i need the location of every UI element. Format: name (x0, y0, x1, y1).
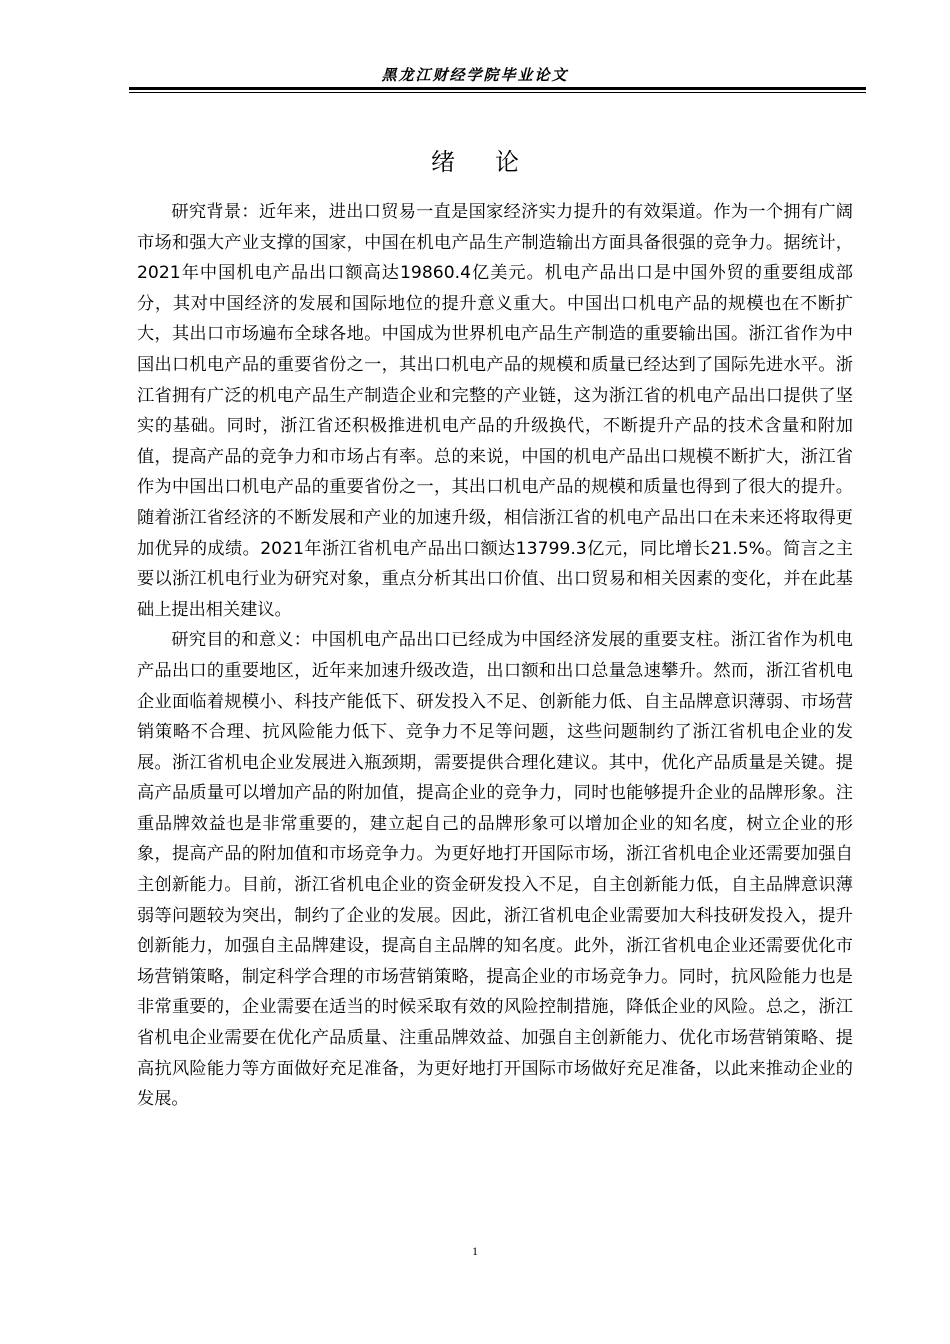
running-header: 黑龙江财经学院毕业论文 (381, 66, 569, 84)
body-text (137, 197, 853, 1115)
header-rule-thick (129, 87, 866, 90)
header-rule-thin (129, 92, 866, 93)
page-number: 1 (472, 1244, 478, 1258)
paragraph-purpose: 研究目的和意义：中国机电产品出口已经成为中国经济发展的重要支柱。浙江省作为机电产品出口的重要地区，近年来加速升级改造，出口额和出口总量急速攀升。然而，浙江省机电企业面临着规模小、科技产能低下、研发投入不足、创新能力低、自主品牌意识薄弱、市场营销策略不合理、抗风险能力低下、竞争力不足等问题，这些问题制约了浙江省机电企业的发展。浙江省机电企业发展进入瓶颈期，需要提供合理化建议。其中，优化产品质量是关键。提高产品质量可以增加产品的附加值，提高企业的竞争力，同时也能够提升企业的品牌形象。注重品牌效益也是非常重要的，建立起自己的品牌形象可以增加企业的知名度，树立企业的形象，提高产品的附加值和市场竞争力。为更好地打开国际市场，浙江省机电企业还需要加强自主创新能力。目前，浙江省机电企业的资金研发投入不足，自主创新能力低，自主品牌意识薄弱等问题较为突出，制约了企业的发展。因此，浙江省机电企业需要加大科技研发投入，提升创新能力，加强自主品牌建设，提高自主品牌的知名度。此外，浙江省机电企业还需要优化市场营销策略，制定科学合理的市场营销策略，提高企业的市场竞争力。同时，抗风险能力也是非常重要的，企业需要在适当的时候采取有效的风险控制措施，降低企业的风险。总之，浙江省机电企业需要在优化产品质量、注重品牌效益、加强自主创新能力、优化市场营销策略、提高抗风险能力等方面做好充足准备，为更好地打开国际市场做好充足准备，以此来推动企业的发展。 (137, 630, 853, 1110)
paragraph-background: 研究背景：近年来，进出口贸易一直是国家经济实力提升的有效渠道。作为一个拥有广阔市场和强大产业支撑的国家，中国在机电产品生产制造输出方面具备很强的竞争力。据统计，2021年中国机电产品出口额高达19860.4亿美元。机电产品出口是中国外贸的重要组成部分，其对中国经济的发展和国际地位的提升意义重大。中国出口机电产品的规模也在不断扩大，其出口市场遍布全球各地。中国成为世界机电产品生产制造的重要输出国。浙江省作为中国出口机电产品的重要省份之一，其出口机电产品的规模和质量已经达到了国际先进水平。浙江省拥有广泛的机电产品生产制造企业和完整的产业链，这为浙江省的机电产品出口提供了坚实的基础。同时，浙江省还积极推进机电产品的升级换代，不断提升产品的技术含量和附加值，提高产品的竞争力和市场占有率。总的来说，中国的机电产品出口规模不断扩大，浙江省作为中国出口机电产品的重要省份之一，其出口机电产品的规模和质量也得到了很大的提升。随着浙江省经济的不断发展和产业的加速升级，相信浙江省的机电产品出口在未来还将取得更加优异的成绩。2021年浙江省机电产品出口额达13799.3亿元，同比增长21.5%。简言之主要以浙江机电行业为研究对象，重点分析其出口价值、出口贸易和相关因素的变化，并在此基础上提出相关建议。 (137, 202, 853, 620)
chapter-title: 绪论 (431, 148, 559, 176)
